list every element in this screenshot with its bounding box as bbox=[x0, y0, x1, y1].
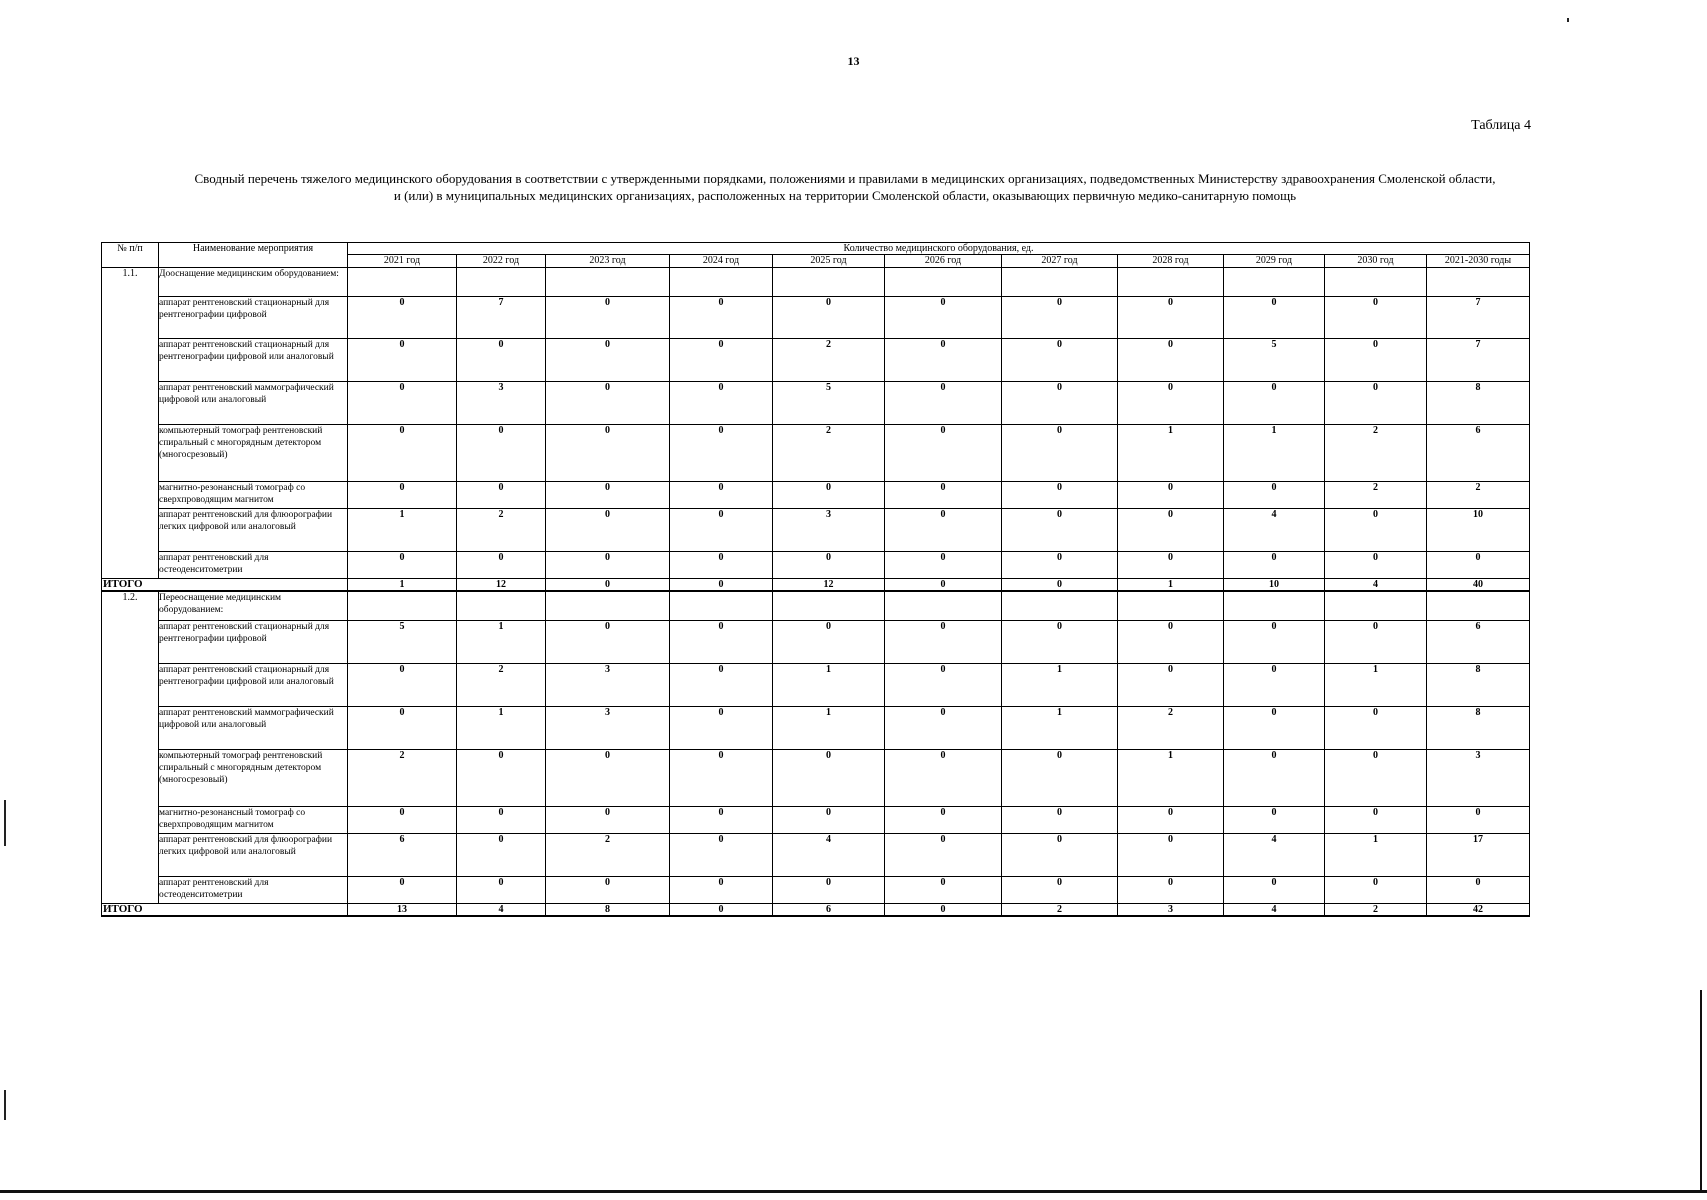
year-value: 0 bbox=[1325, 706, 1427, 749]
equipment-name: аппарат рентгеновский стационарный для рентгенографии цифровой или аналоговый bbox=[159, 663, 348, 706]
year-value: 6 bbox=[348, 833, 457, 876]
document-title: Сводный перечень тяжелого медицинского оборудования в соответствии с утвержденными порядками, положениями и правилами в медицинских организациях, подведомственных Министерству здравоохранения Смоленской области, и (или) в муниципальных медицинских организациях, расположенных на территории Смоленской области, оказывающих первичную медико-санитарную помощь bbox=[194, 171, 1496, 203]
header-year: 2030 год bbox=[1325, 255, 1427, 268]
year-value: 0 bbox=[1325, 620, 1427, 663]
empty-cell bbox=[670, 591, 773, 620]
year-value: 0 bbox=[885, 552, 1002, 579]
year-value: 0 bbox=[348, 706, 457, 749]
year-value: 0 bbox=[1002, 552, 1118, 579]
year-value: 1 bbox=[1002, 663, 1118, 706]
year-value: 0 bbox=[1325, 509, 1427, 552]
year-value: 0 bbox=[670, 806, 773, 833]
table-row bbox=[102, 876, 1530, 903]
empty-cell bbox=[1325, 591, 1427, 620]
year-value: 2 bbox=[1325, 482, 1427, 509]
itogo-total: 42 bbox=[1427, 903, 1530, 916]
row-total: 0 bbox=[1427, 876, 1530, 903]
year-value: 0 bbox=[1002, 876, 1118, 903]
equipment-name: аппарат рентгеновский для флюорографии легких цифровой или аналоговый bbox=[159, 509, 348, 552]
year-value: 0 bbox=[457, 425, 546, 482]
row-total: 6 bbox=[1427, 425, 1530, 482]
year-value: 1 bbox=[457, 706, 546, 749]
year-value: 0 bbox=[1118, 339, 1224, 382]
year-value: 2 bbox=[1325, 425, 1427, 482]
empty-cell bbox=[457, 268, 546, 297]
itogo-value: 0 bbox=[670, 579, 773, 592]
year-value: 0 bbox=[546, 382, 670, 425]
year-value: 1 bbox=[773, 706, 885, 749]
year-value: 0 bbox=[885, 833, 1002, 876]
year-value: 0 bbox=[546, 806, 670, 833]
year-value: 0 bbox=[1325, 806, 1427, 833]
year-value: 0 bbox=[885, 382, 1002, 425]
itogo-value: 12 bbox=[773, 579, 885, 592]
year-value: 0 bbox=[1118, 297, 1224, 339]
year-value: 0 bbox=[546, 552, 670, 579]
itogo-row bbox=[102, 903, 1530, 916]
year-value: 1 bbox=[1118, 749, 1224, 806]
year-value: 5 bbox=[1224, 339, 1325, 382]
year-value: 0 bbox=[670, 552, 773, 579]
table-row bbox=[102, 382, 1530, 425]
equipment-name: аппарат рентгеновский для остеоденситометрии bbox=[159, 876, 348, 903]
year-value: 0 bbox=[546, 620, 670, 663]
empty-cell bbox=[1118, 591, 1224, 620]
year-value: 0 bbox=[1224, 876, 1325, 903]
year-value: 0 bbox=[885, 509, 1002, 552]
year-value: 0 bbox=[1224, 482, 1325, 509]
equipment-name: аппарат рентгеновский стационарный для рентгенографии цифровой bbox=[159, 620, 348, 663]
year-value: 0 bbox=[1002, 833, 1118, 876]
header-year: 2025 год bbox=[773, 255, 885, 268]
year-value: 0 bbox=[773, 482, 885, 509]
itogo-label: ИТОГО bbox=[102, 903, 348, 916]
row-total: 0 bbox=[1427, 552, 1530, 579]
year-value: 0 bbox=[457, 552, 546, 579]
year-value: 0 bbox=[885, 749, 1002, 806]
empty-cell bbox=[1427, 591, 1530, 620]
year-value: 1 bbox=[1325, 833, 1427, 876]
year-value: 0 bbox=[1002, 509, 1118, 552]
year-value: 0 bbox=[1118, 663, 1224, 706]
year-value: 1 bbox=[773, 663, 885, 706]
empty-cell bbox=[1427, 268, 1530, 297]
empty-cell bbox=[670, 268, 773, 297]
year-value: 0 bbox=[546, 297, 670, 339]
empty-cell bbox=[1118, 268, 1224, 297]
year-value: 0 bbox=[1118, 620, 1224, 663]
year-value: 0 bbox=[670, 382, 773, 425]
empty-cell bbox=[1224, 591, 1325, 620]
year-value: 2 bbox=[348, 749, 457, 806]
itogo-value: 0 bbox=[885, 579, 1002, 592]
table-label: Таблица 4 bbox=[1471, 118, 1531, 133]
year-value: 0 bbox=[546, 509, 670, 552]
header-year: 2024 год bbox=[670, 255, 773, 268]
itogo-value: 3 bbox=[1118, 903, 1224, 916]
year-value: 0 bbox=[457, 482, 546, 509]
year-value: 0 bbox=[885, 297, 1002, 339]
row-total: 8 bbox=[1427, 382, 1530, 425]
year-value: 2 bbox=[773, 425, 885, 482]
year-value: 0 bbox=[1002, 749, 1118, 806]
year-value: 0 bbox=[670, 425, 773, 482]
year-value: 0 bbox=[1118, 552, 1224, 579]
year-value: 0 bbox=[670, 339, 773, 382]
itogo-value: 1 bbox=[348, 579, 457, 592]
year-value: 0 bbox=[773, 620, 885, 663]
itogo-label: ИТОГО bbox=[102, 579, 348, 592]
row-total: 10 bbox=[1427, 509, 1530, 552]
year-value: 4 bbox=[1224, 833, 1325, 876]
year-value: 0 bbox=[1002, 297, 1118, 339]
year-value: 0 bbox=[670, 509, 773, 552]
section-number: 1.1. bbox=[102, 268, 159, 579]
year-value: 0 bbox=[670, 706, 773, 749]
section-number: 1.2. bbox=[102, 591, 159, 903]
section-title: Дооснащение медицинским оборудованием: bbox=[159, 268, 348, 297]
itogo-value: 2 bbox=[1002, 903, 1118, 916]
header-name: Наименование мероприятия bbox=[159, 243, 348, 268]
empty-cell bbox=[773, 591, 885, 620]
year-value: 0 bbox=[348, 876, 457, 903]
table-row bbox=[102, 620, 1530, 663]
row-total: 8 bbox=[1427, 663, 1530, 706]
table-row bbox=[102, 833, 1530, 876]
year-value: 2 bbox=[546, 833, 670, 876]
year-value: 1 bbox=[1325, 663, 1427, 706]
year-value: 0 bbox=[457, 833, 546, 876]
equipment-name: аппарат рентгеновский для флюорографии легких цифровой или аналоговый bbox=[159, 833, 348, 876]
equipment-name: аппарат рентгеновский стационарный для рентгенографии цифровой bbox=[159, 297, 348, 339]
itogo-value: 4 bbox=[457, 903, 546, 916]
equipment-name: аппарат рентгеновский стационарный для рентгенографии цифровой или аналоговый bbox=[159, 339, 348, 382]
empty-cell bbox=[1224, 268, 1325, 297]
table-row bbox=[102, 339, 1530, 382]
header-year: 2023 год bbox=[546, 255, 670, 268]
row-total: 7 bbox=[1427, 297, 1530, 339]
table-row bbox=[102, 706, 1530, 749]
year-value: 1 bbox=[457, 620, 546, 663]
scan-mark bbox=[4, 800, 6, 846]
year-value: 2 bbox=[1118, 706, 1224, 749]
empty-cell bbox=[348, 591, 457, 620]
year-value: 0 bbox=[1118, 482, 1224, 509]
itogo-row bbox=[102, 579, 1530, 592]
year-value: 0 bbox=[348, 297, 457, 339]
row-total: 0 bbox=[1427, 806, 1530, 833]
year-value: 0 bbox=[1118, 806, 1224, 833]
header-year: 2026 год bbox=[885, 255, 1002, 268]
year-value: 0 bbox=[773, 297, 885, 339]
section-title-row bbox=[102, 268, 1530, 297]
year-value: 0 bbox=[670, 833, 773, 876]
equipment-name: аппарат рентгеновский для остеоденситометрии bbox=[159, 552, 348, 579]
empty-cell bbox=[1002, 268, 1118, 297]
year-value: 0 bbox=[1224, 552, 1325, 579]
year-value: 0 bbox=[1002, 482, 1118, 509]
year-value: 3 bbox=[546, 706, 670, 749]
year-value: 0 bbox=[670, 876, 773, 903]
table-row bbox=[102, 509, 1530, 552]
year-value: 0 bbox=[1325, 749, 1427, 806]
year-value: 0 bbox=[773, 806, 885, 833]
itogo-value: 0 bbox=[1002, 579, 1118, 592]
year-value: 0 bbox=[1325, 552, 1427, 579]
year-value: 2 bbox=[457, 509, 546, 552]
itogo-value: 2 bbox=[1325, 903, 1427, 916]
equipment-name: аппарат рентгеновский маммографический цифровой или аналоговый bbox=[159, 706, 348, 749]
year-value: 0 bbox=[1224, 749, 1325, 806]
itogo-value: 0 bbox=[885, 903, 1002, 916]
year-value: 0 bbox=[773, 876, 885, 903]
itogo-value: 1 bbox=[1118, 579, 1224, 592]
table-row bbox=[102, 663, 1530, 706]
year-value: 0 bbox=[457, 876, 546, 903]
year-value: 4 bbox=[773, 833, 885, 876]
year-value: 5 bbox=[348, 620, 457, 663]
year-value: 0 bbox=[1118, 833, 1224, 876]
empty-cell bbox=[885, 591, 1002, 620]
year-value: 0 bbox=[1118, 382, 1224, 425]
year-value: 0 bbox=[1224, 663, 1325, 706]
year-value: 3 bbox=[546, 663, 670, 706]
row-total: 17 bbox=[1427, 833, 1530, 876]
year-value: 2 bbox=[773, 339, 885, 382]
year-value: 0 bbox=[348, 552, 457, 579]
year-value: 3 bbox=[457, 382, 546, 425]
year-value: 0 bbox=[1002, 339, 1118, 382]
section-title: Переоснащение медицинским оборудованием: bbox=[159, 591, 348, 620]
year-value: 0 bbox=[546, 425, 670, 482]
equipment-table bbox=[101, 242, 1530, 917]
year-value: 0 bbox=[1325, 876, 1427, 903]
itogo-value: 8 bbox=[546, 903, 670, 916]
year-value: 1 bbox=[1118, 425, 1224, 482]
year-value: 0 bbox=[885, 706, 1002, 749]
header-year: 2029 год bbox=[1224, 255, 1325, 268]
year-value: 0 bbox=[457, 749, 546, 806]
year-value: 0 bbox=[885, 339, 1002, 382]
table-row bbox=[102, 806, 1530, 833]
year-value: 0 bbox=[885, 806, 1002, 833]
table-row bbox=[102, 425, 1530, 482]
row-total: 7 bbox=[1427, 339, 1530, 382]
year-value: 0 bbox=[670, 663, 773, 706]
year-value: 0 bbox=[1325, 297, 1427, 339]
itogo-value: 4 bbox=[1325, 579, 1427, 592]
itogo-value: 10 bbox=[1224, 579, 1325, 592]
table-row bbox=[102, 749, 1530, 806]
itogo-total: 40 bbox=[1427, 579, 1530, 592]
year-value: 0 bbox=[885, 425, 1002, 482]
year-value: 2 bbox=[457, 663, 546, 706]
equipment-name: компьютерный томограф рентгеновский спиральный с многорядным детектором (многосрезовый) bbox=[159, 425, 348, 482]
year-value: 0 bbox=[670, 749, 773, 806]
year-value: 4 bbox=[1224, 509, 1325, 552]
itogo-value: 0 bbox=[670, 903, 773, 916]
table-body bbox=[102, 268, 1530, 916]
year-value: 0 bbox=[1118, 876, 1224, 903]
header-year: 2028 год bbox=[1118, 255, 1224, 268]
year-value: 0 bbox=[885, 482, 1002, 509]
year-value: 0 bbox=[1224, 382, 1325, 425]
year-value: 0 bbox=[670, 297, 773, 339]
year-value: 1 bbox=[348, 509, 457, 552]
year-value: 0 bbox=[546, 749, 670, 806]
year-value: 0 bbox=[1224, 620, 1325, 663]
empty-cell bbox=[1325, 268, 1427, 297]
year-value: 0 bbox=[1118, 509, 1224, 552]
header-year: 2022 год bbox=[457, 255, 546, 268]
scan-mark bbox=[4, 1090, 6, 1120]
header-no: № п/п bbox=[102, 243, 159, 268]
year-value: 0 bbox=[1325, 382, 1427, 425]
row-total: 2 bbox=[1427, 482, 1530, 509]
year-value: 0 bbox=[670, 620, 773, 663]
header-group: Количество медицинского оборудования, ед. bbox=[348, 243, 1530, 255]
year-value: 0 bbox=[546, 482, 670, 509]
table-row bbox=[102, 552, 1530, 579]
year-value: 0 bbox=[1224, 806, 1325, 833]
year-value: 0 bbox=[348, 482, 457, 509]
year-value: 0 bbox=[546, 339, 670, 382]
right-border-line bbox=[1700, 990, 1702, 1190]
year-value: 0 bbox=[1002, 382, 1118, 425]
year-value: 0 bbox=[1224, 706, 1325, 749]
equipment-name: магнитно-резонансный томограф со сверхпроводящим магнитом bbox=[159, 482, 348, 509]
equipment-name: компьютерный томограф рентгеновский спиральный с многорядным детектором (многосрезовый) bbox=[159, 749, 348, 806]
year-value: 0 bbox=[348, 382, 457, 425]
year-value: 0 bbox=[348, 806, 457, 833]
row-total: 3 bbox=[1427, 749, 1530, 806]
equipment-table-container bbox=[101, 242, 1530, 917]
empty-cell bbox=[457, 591, 546, 620]
year-value: 0 bbox=[348, 339, 457, 382]
section-title-row bbox=[102, 591, 1530, 620]
year-value: 0 bbox=[773, 552, 885, 579]
header-year: 2021 год bbox=[348, 255, 457, 268]
empty-cell bbox=[546, 268, 670, 297]
empty-cell bbox=[1002, 591, 1118, 620]
itogo-value: 4 bbox=[1224, 903, 1325, 916]
table-row bbox=[102, 297, 1530, 339]
year-value: 0 bbox=[348, 425, 457, 482]
year-value: 0 bbox=[1002, 620, 1118, 663]
year-value: 0 bbox=[885, 620, 1002, 663]
year-value: 5 bbox=[773, 382, 885, 425]
header-year: 2027 год bbox=[1002, 255, 1118, 268]
year-value: 0 bbox=[457, 339, 546, 382]
year-value: 0 bbox=[1002, 425, 1118, 482]
empty-cell bbox=[348, 268, 457, 297]
bottom-border-line bbox=[0, 1190, 1707, 1193]
equipment-name: аппарат рентгеновский маммографический цифровой или аналоговый bbox=[159, 382, 348, 425]
row-total: 8 bbox=[1427, 706, 1530, 749]
year-value: 0 bbox=[670, 482, 773, 509]
year-value: 7 bbox=[457, 297, 546, 339]
equipment-name: магнитно-резонансный томограф со сверхпроводящим магнитом bbox=[159, 806, 348, 833]
year-value: 0 bbox=[1224, 297, 1325, 339]
table-row bbox=[102, 482, 1530, 509]
empty-cell bbox=[773, 268, 885, 297]
year-value: 0 bbox=[885, 663, 1002, 706]
itogo-value: 13 bbox=[348, 903, 457, 916]
page-number: 13 bbox=[847, 54, 860, 68]
year-value: 0 bbox=[1002, 806, 1118, 833]
year-value: 0 bbox=[348, 663, 457, 706]
year-value: 0 bbox=[457, 806, 546, 833]
itogo-value: 0 bbox=[546, 579, 670, 592]
header-row-group bbox=[102, 243, 1530, 255]
year-value: 1 bbox=[1002, 706, 1118, 749]
year-value: 0 bbox=[1325, 339, 1427, 382]
itogo-value: 6 bbox=[773, 903, 885, 916]
itogo-value: 12 bbox=[457, 579, 546, 592]
year-value: 1 bbox=[1224, 425, 1325, 482]
year-value: 0 bbox=[773, 749, 885, 806]
year-value: 3 bbox=[773, 509, 885, 552]
row-total: 6 bbox=[1427, 620, 1530, 663]
empty-cell bbox=[546, 591, 670, 620]
empty-cell bbox=[885, 268, 1002, 297]
year-value: 0 bbox=[546, 876, 670, 903]
year-value: 0 bbox=[885, 876, 1002, 903]
scan-mark bbox=[1567, 18, 1569, 22]
header-year: 2021-2030 годы bbox=[1427, 255, 1530, 268]
